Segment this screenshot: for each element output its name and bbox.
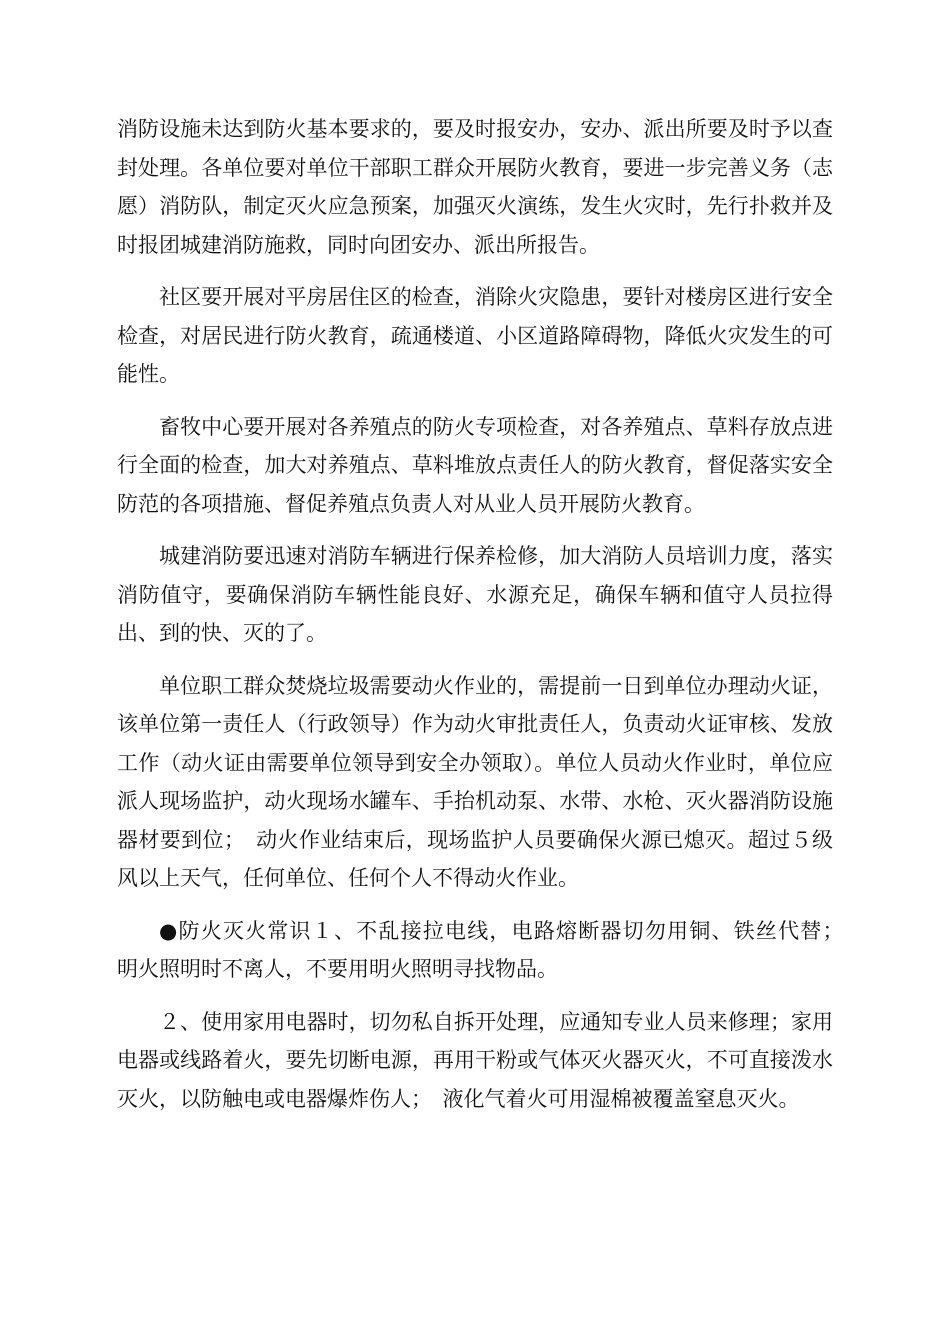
paragraph-community-inspection: 社区要开展对平房居住区的检查，消除火灾隐患，要针对楼房区进行安全检查，对居民进行防火教育，疏通楼道、小区道路障碍物，降低火灾发生的可能性。 [117, 285, 833, 386]
paragraph-fire-safety-tip-1: ●防火灭火常识１、不乱接拉电线，电路熔断器切勿用铜、铁丝代替； 明火照明时不离人，不要用明火照明寻找物品。 [117, 918, 854, 981]
paragraph-fire-safety-tip-2: ２、使用家用电器时，切勿私自拆开处理，应通知专业人员来修理；家用电器或线路着火，要先切断电源，再用干粉或气体灭火器灭火，不可直接泼水灭火，以防触电或电器爆炸伤人； 液化气着火可用湿棉被覆盖窒息灭火。 [117, 1009, 833, 1111]
paragraph-hot-work-permit: 单位职工群众焚烧垃圾需要动火作业的，需提前一日到单位办理动火证，该单位第一责任人（行政领导）作为动火审批责任人，负责动火证审核、发放工作（动火证由需要单位领导到安全办领取）。单位人员动火作业时，单位应派人现场监护，动火现场水罐车、手抬机动泵、水带、水枪、灭火器消防设施器材要到位； 动火作业结束后，现场监护人员要确保火源已熄灭。超过５级风以上天气，任何单位、任何个人不得动火作业。 [117, 673, 833, 890]
paragraph-livestock-center: 畜牧中心要开展对各养殖点的防火专项检查，对各养殖点、草料存放点进行全面的检查，加大对养殖点、草料堆放点责任人的防火教育，督促落实安全防范的各项措施、督促养殖点负责人对从业人员开展防火教育。 [117, 414, 833, 516]
paragraph-fire-facility-inspection: 消防设施未达到防火基本要求的，要及时报安办，安办、派出所要及时予以查封处理。各单位要对单位干部职工群众开展防火教育，要进一步完善义务（志愿）消防队，制定灭火应急预案，加强灭火演练，发生火灾时，先行扑救并及时报团城建消防施救，同时向团安办、派出所报告。 [117, 117, 833, 257]
paragraph-fire-brigade: 城建消防要迅速对消防车辆进行保养检修，加大消防人员培训力度，落实消防值守，要确保消防车辆性能良好、水源充足，确保车辆和值守人员拉得出、到的快、灭的了。 [117, 544, 833, 645]
document-body [117, 110, 854, 1132]
